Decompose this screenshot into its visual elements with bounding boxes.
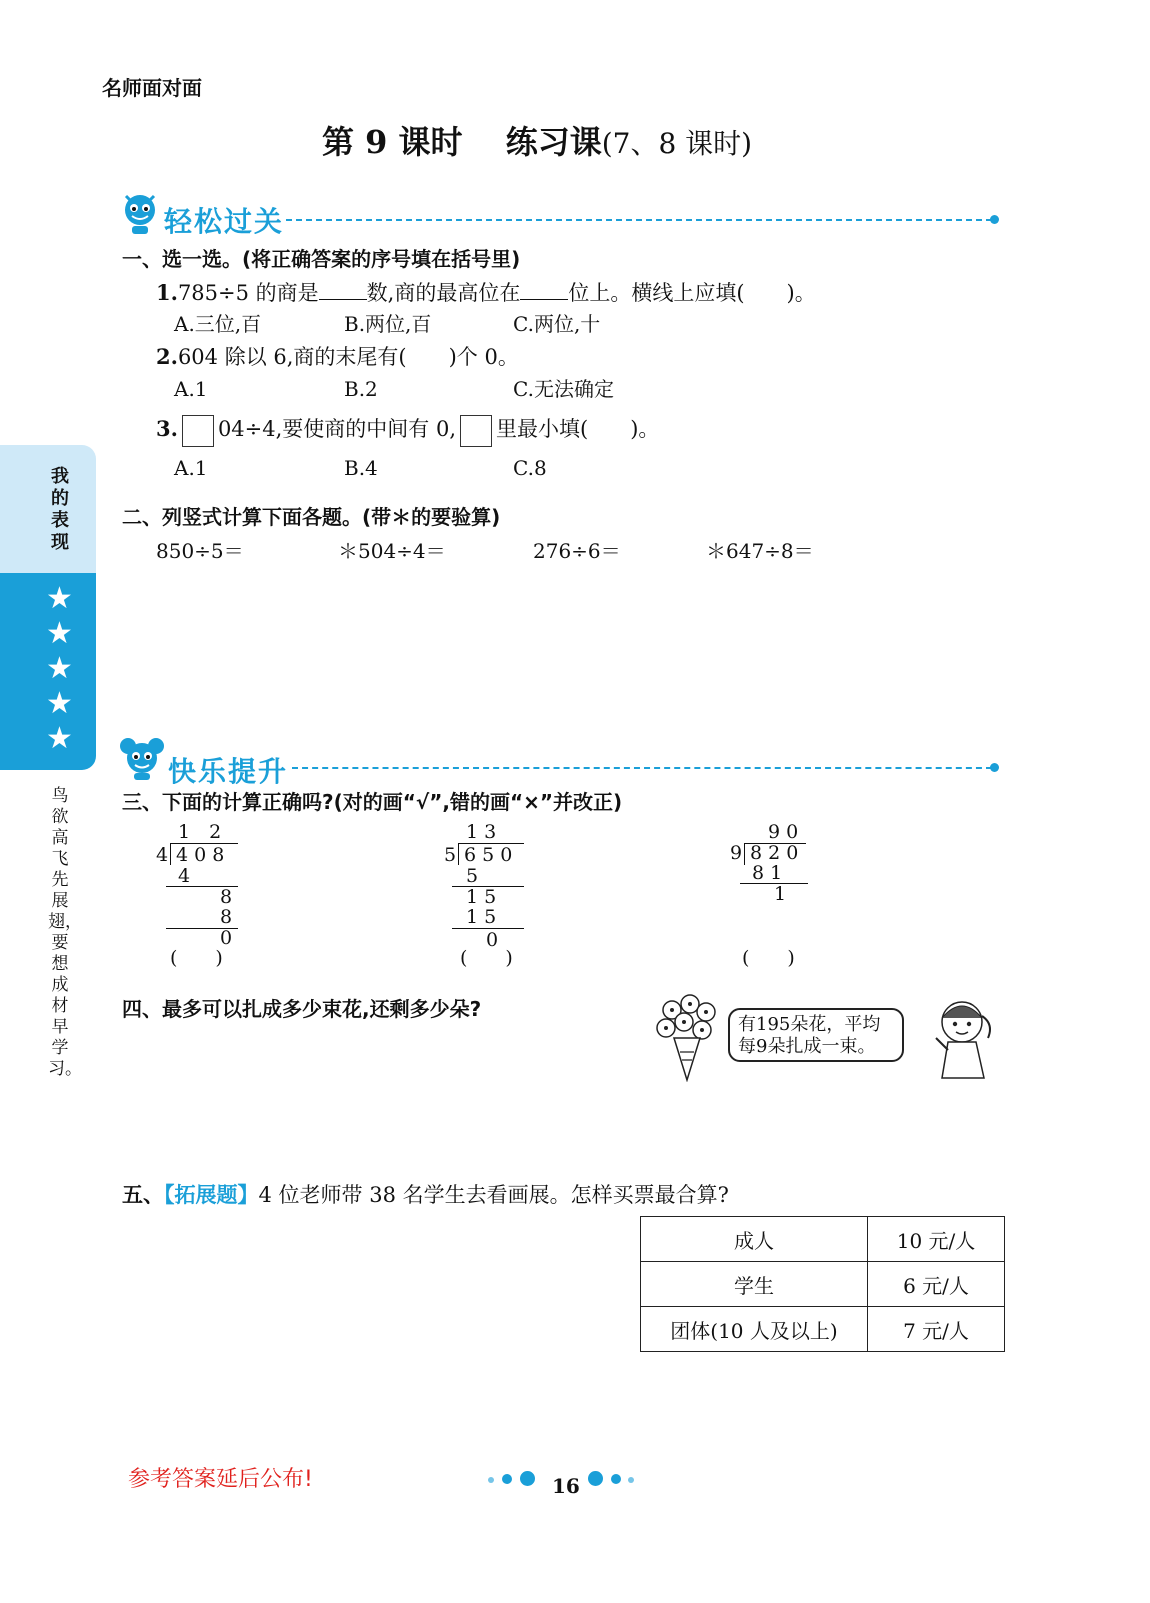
series-name: 名师面对面 [102, 76, 202, 100]
step-value: 8 1 [752, 862, 783, 884]
calc-problem: ＊504÷4＝ [338, 539, 446, 563]
q5-heading [122, 1181, 729, 1209]
q5-number: 五、 [122, 1183, 164, 1207]
item-text: 数,商的最高位在 [366, 281, 521, 305]
star-icon[interactable]: ★ [46, 686, 73, 721]
section-title-advance: 快乐提升 [168, 755, 289, 788]
ticket-price: 10 元/人 [868, 1217, 1005, 1262]
item-text: 604 除以 6,商的末尾有( )个 0。 [177, 345, 519, 369]
q1-item-3 [156, 412, 659, 447]
q3-heading: 三、下面的计算正确吗?(对的画“√”,错的画“×”并改正) [122, 790, 623, 814]
step-value: 4 [178, 865, 191, 887]
footer-dot [611, 1474, 621, 1484]
option-c: C.两位,十 [513, 312, 601, 336]
footer-dot [520, 1471, 535, 1486]
answer-notice: 参考答案延后公布! [128, 1467, 313, 1492]
sidebar-motto: 鸟欲高飞先展翅，要想成材早学习。 [48, 786, 82, 1079]
ticket-type: 团体(10 人及以上) [641, 1307, 868, 1352]
dividend: 4 0 8 [176, 844, 225, 866]
option-a: A.三位,百 [174, 312, 262, 336]
q5-text: 4 位老师带 38 名学生去看画展。怎样买票最合算? [258, 1183, 729, 1207]
step-value: 8 [220, 886, 233, 908]
step-value: 8 [220, 906, 233, 928]
mascot-bee-icon [118, 188, 162, 236]
step-value: 0 [220, 927, 233, 949]
q1-item-1 [156, 279, 816, 307]
division-bracket [744, 843, 745, 865]
quotient: 1 3 [466, 821, 497, 843]
item-number: 2. [156, 344, 178, 369]
q4-heading: 四、最多可以扎成多少束花,还剩多少朵? [122, 997, 482, 1021]
fill-blank[interactable] [520, 281, 568, 300]
item-text: 里最小填( )。 [496, 417, 660, 441]
step-value: 1 [774, 883, 787, 905]
ticket-price: 6 元/人 [868, 1262, 1005, 1307]
ticket-price: 7 元/人 [868, 1307, 1005, 1352]
option-b: B.两位,百 [344, 312, 432, 336]
option-c: C.无法确定 [513, 377, 614, 401]
section-title-easy: 轻松过关 [164, 205, 285, 238]
dividend: 6 5 0 [464, 844, 513, 866]
division-bracket [458, 843, 459, 865]
ticket-price-table [640, 1216, 1005, 1352]
q2-heading: 二、列竖式计算下面各题。(带＊的要验算) [122, 505, 501, 529]
quotient: 9 0 [768, 821, 799, 843]
footer-dot [502, 1474, 512, 1484]
step-value: 1 5 [466, 886, 497, 908]
judge-answer-box[interactable]: ( ) [742, 947, 795, 969]
flower-bouquet-icon [652, 992, 722, 1082]
table-row [641, 1262, 1005, 1307]
option-a: A.1 [174, 456, 208, 480]
star-icon[interactable]: ★ [46, 721, 73, 756]
extension-tag: 【拓展题】 [164, 1183, 259, 1207]
division-bracket [170, 843, 171, 865]
star-icon[interactable]: ★ [46, 616, 73, 651]
section-divider [286, 219, 992, 221]
lesson-title-sub: (7、8 课时) [601, 127, 753, 160]
speech-bubble: 有195朵花，平均每9朵扎成一束。 [728, 1008, 904, 1062]
judge-answer-box[interactable]: ( ) [170, 947, 223, 969]
option-b: B.2 [344, 377, 378, 401]
page-number: 16 [552, 1474, 580, 1498]
divider-end-dot [990, 215, 999, 224]
judge-answer-box[interactable]: ( ) [460, 947, 513, 969]
q1-heading: 一、选一选。(将正确答案的序号填在括号里) [122, 247, 521, 271]
calc-problem: 850÷5＝ [156, 539, 244, 563]
option-c: C.8 [513, 456, 547, 480]
divisor: 9 [730, 842, 743, 864]
quotient: 1 2 [178, 821, 222, 843]
star-icon[interactable]: ★ [46, 651, 73, 686]
mascot-mouse-icon [118, 734, 166, 782]
footer-dot [588, 1471, 603, 1486]
star-icon[interactable]: ★ [46, 581, 73, 616]
girl-character-icon [926, 994, 996, 1080]
calc-problem: ＊647÷8＝ [706, 539, 814, 563]
lesson-title-main: 第 9 课时 练习课 [322, 123, 602, 161]
digit-box[interactable] [460, 415, 492, 447]
section-divider [292, 767, 992, 769]
q1-item-2 [156, 343, 519, 371]
item-text: 位上。横线上应填( )。 [568, 281, 816, 305]
digit-box[interactable] [182, 415, 214, 447]
step-value: 0 [486, 929, 499, 951]
dividend: 8 2 0 [750, 842, 799, 864]
sidebar-performance-label: 我的表现 [51, 466, 69, 553]
option-a: A.1 [174, 377, 208, 401]
ticket-type: 学生 [641, 1262, 868, 1307]
table-row [641, 1217, 1005, 1262]
divisor: 5 [444, 844, 457, 866]
item-text: 785÷5 的商是 [177, 281, 319, 305]
item-text: 04÷4,要使商的中间有 0, [217, 417, 457, 441]
option-b: B.4 [344, 456, 378, 480]
item-number: 1. [156, 280, 178, 305]
fill-blank[interactable] [319, 281, 367, 300]
footer-dot [628, 1477, 634, 1483]
footer-dot [488, 1477, 494, 1483]
step-value: 1 5 [466, 906, 497, 928]
divisor: 4 [156, 844, 169, 866]
ticket-type: 成人 [641, 1217, 868, 1262]
divider-end-dot [990, 763, 999, 772]
calc-problem: 276÷6＝ [533, 539, 621, 563]
lesson-title [322, 122, 752, 164]
step-value: 5 [466, 865, 479, 887]
item-number: 3. [156, 416, 178, 441]
table-row [641, 1307, 1005, 1352]
